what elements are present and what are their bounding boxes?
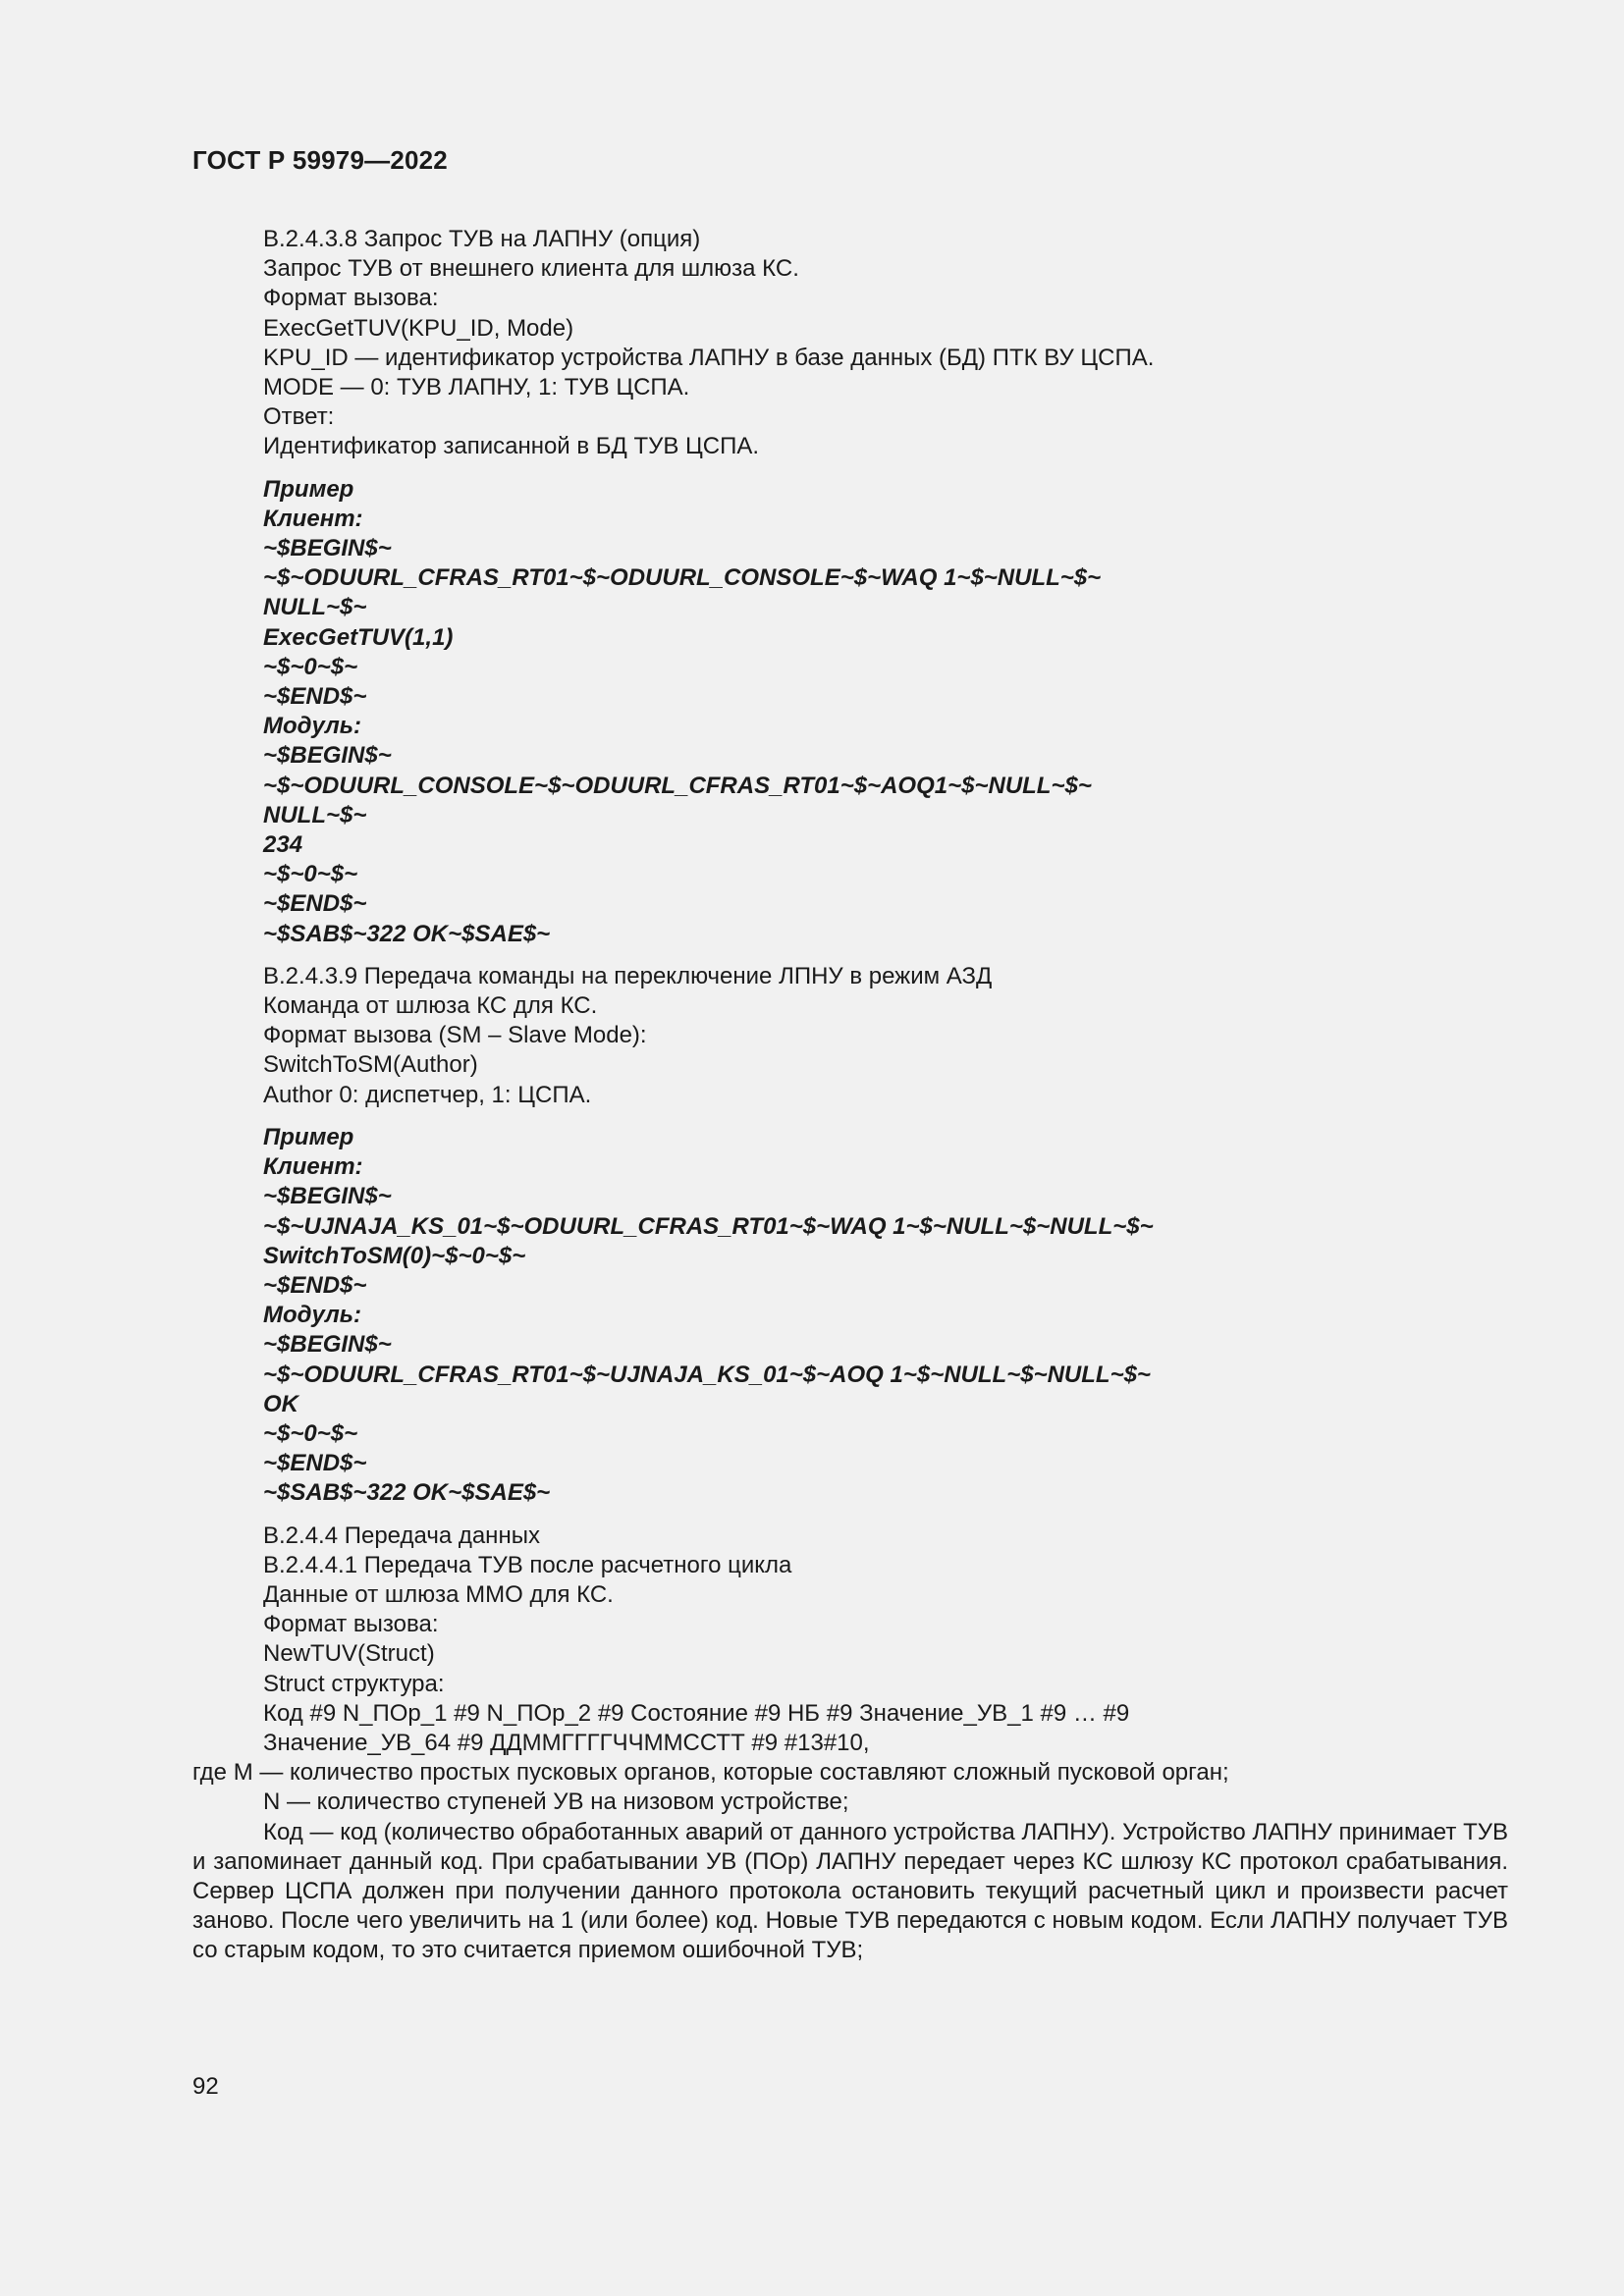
- text-line: ExecGetTUV(KPU_ID, Mode): [263, 314, 574, 342]
- example-line: ~$BEGIN$~: [263, 1331, 392, 1359]
- section-title: В.2.4.4 Передача данных: [263, 1522, 540, 1549]
- example-line: Клиент:: [263, 505, 363, 532]
- text-line: Ответ:: [263, 403, 335, 431]
- example-line: ~$~ODUURL_CFRAS_RT01~$~UJNAJA_KS_01~$~AOQ 1~$~NULL~$~NULL~$~: [263, 1361, 1151, 1388]
- example-line: Клиент:: [263, 1153, 363, 1181]
- example-line: ~$~0~$~: [263, 861, 358, 888]
- example-block: [192, 475, 1508, 949]
- example-line: ~$~0~$~: [263, 1419, 358, 1447]
- section-title: В.2.4.3.8 Запрос ТУВ на ЛАПНУ (опция): [263, 226, 701, 252]
- example-line: ~$BEGIN$~: [263, 1183, 392, 1210]
- page-content: [192, 225, 1508, 1966]
- text-line: MODE — 0: ТУВ ЛАПНУ, 1: ТУВ ЦСПА.: [263, 374, 690, 401]
- text-line: Команда от шлюза КС для КС.: [263, 992, 598, 1020]
- text-line: SwitchToSM(Author): [263, 1051, 478, 1079]
- example-line: NULL~$~: [263, 801, 367, 828]
- example-line: ~$END$~: [263, 1450, 367, 1477]
- code-paragraph: Код — код (количество обработанных аварий от данного устройства ЛАПНУ). Устройство ЛАПНУ принимает ТУВ и запоминает данный код. При срабатывании УВ (ПОр) ЛАПНУ передает через КС шлюзу КС протокол срабатывания. Сервер ЦСПА должен при получении данного протокола остановить текущий расчетный цикл и произвести расчет заново. После чего увеличить на 1 (или более) код. Новые ТУВ передаются с новым кодом. Если ЛАПНУ получает ТУВ со старым кодом, то это считается приемом ошибочной ТУВ;: [192, 1818, 1508, 1964]
- where-line: где М — количество простых пусковых органов, которые составляют сложный пусковой орган;: [192, 1759, 1229, 1787]
- example-line: OK: [263, 1390, 298, 1417]
- section-b244: [192, 1522, 1508, 1966]
- text-line: Идентификатор записанной в БД ТУВ ЦСПА.: [263, 433, 760, 460]
- example-line: Модуль:: [263, 1302, 362, 1329]
- example-line: ~$~ODUURL_CONSOLE~$~ODUURL_CFRAS_RT01~$~AOQ1~$~NULL~$~: [263, 772, 1092, 799]
- example-line: ExecGetTUV(1,1): [263, 623, 454, 651]
- text-line: KPU_ID — идентификатор устройства ЛАПНУ в базе данных (БД) ПТК ВУ ЦСПА.: [263, 344, 1155, 371]
- subsection-title: В.2.4.4.1 Передача ТУВ после расчетного цикла: [263, 1551, 792, 1578]
- text-line: Запрос ТУВ от внешнего клиента для шлюза КС.: [263, 255, 799, 283]
- text-line: Struct структура:: [263, 1670, 445, 1697]
- document-header: ГОСТ Р 59979—2022: [192, 145, 448, 175]
- text-line: Код #9 N_ПОр_1 #9 N_ПОр_2 #9 Состояние #9 НБ #9 Значение_УВ_1 #9 … #9: [263, 1699, 1130, 1727]
- text-line: NewTUV(Struct): [263, 1640, 435, 1668]
- example-line: Модуль:: [263, 713, 362, 740]
- example-line: 234: [263, 831, 303, 859]
- example-heading: Пример: [263, 475, 354, 503]
- section-title: В.2.4.3.9 Передача команды на переключение ЛПНУ в режим АЗД: [263, 962, 993, 989]
- example-block: [192, 1123, 1508, 1509]
- example-line: ~$END$~: [263, 890, 367, 918]
- example-line: ~$BEGIN$~: [263, 742, 392, 770]
- example-line: ~$BEGIN$~: [263, 535, 392, 562]
- example-line: ~$~UJNAJA_KS_01~$~ODUURL_CFRAS_RT01~$~WAQ 1~$~NULL~$~NULL~$~: [263, 1212, 1154, 1240]
- example-line: ~$END$~: [263, 1271, 367, 1299]
- text-line: Формат вызова (SM – Slave Mode):: [263, 1022, 647, 1049]
- example-line: ~$END$~: [263, 683, 367, 711]
- page-number: 92: [192, 2073, 219, 2100]
- text-line: Значение_УВ_64 #9 ДДММГГГГЧЧММССТТ #9 #13#10,: [263, 1729, 870, 1756]
- example-line: ~$SAB$~322 OK~$SAE$~: [263, 920, 551, 947]
- text-line: Формат вызова:: [263, 1611, 439, 1638]
- n-definition-line: N — количество ступеней УВ на низовом устройстве;: [263, 1789, 849, 1816]
- example-line: SwitchToSM(0)~$~0~$~: [263, 1242, 526, 1269]
- example-line: NULL~$~: [263, 594, 367, 621]
- text-line: Формат вызова:: [263, 285, 439, 312]
- example-line: ~$~0~$~: [263, 653, 358, 680]
- example-line: ~$SAB$~322 OK~$SAE$~: [263, 1479, 551, 1507]
- example-heading: Пример: [263, 1123, 354, 1150]
- section-b2438: [192, 225, 1508, 949]
- text-line: Author 0: диспетчер, 1: ЦСПА.: [263, 1081, 592, 1108]
- section-b2439: [192, 962, 1508, 1509]
- text-line: Данные от шлюза ММО для КС.: [263, 1580, 614, 1608]
- example-line: ~$~ODUURL_CFRAS_RT01~$~ODUURL_CONSOLE~$~WAQ 1~$~NULL~$~: [263, 564, 1102, 592]
